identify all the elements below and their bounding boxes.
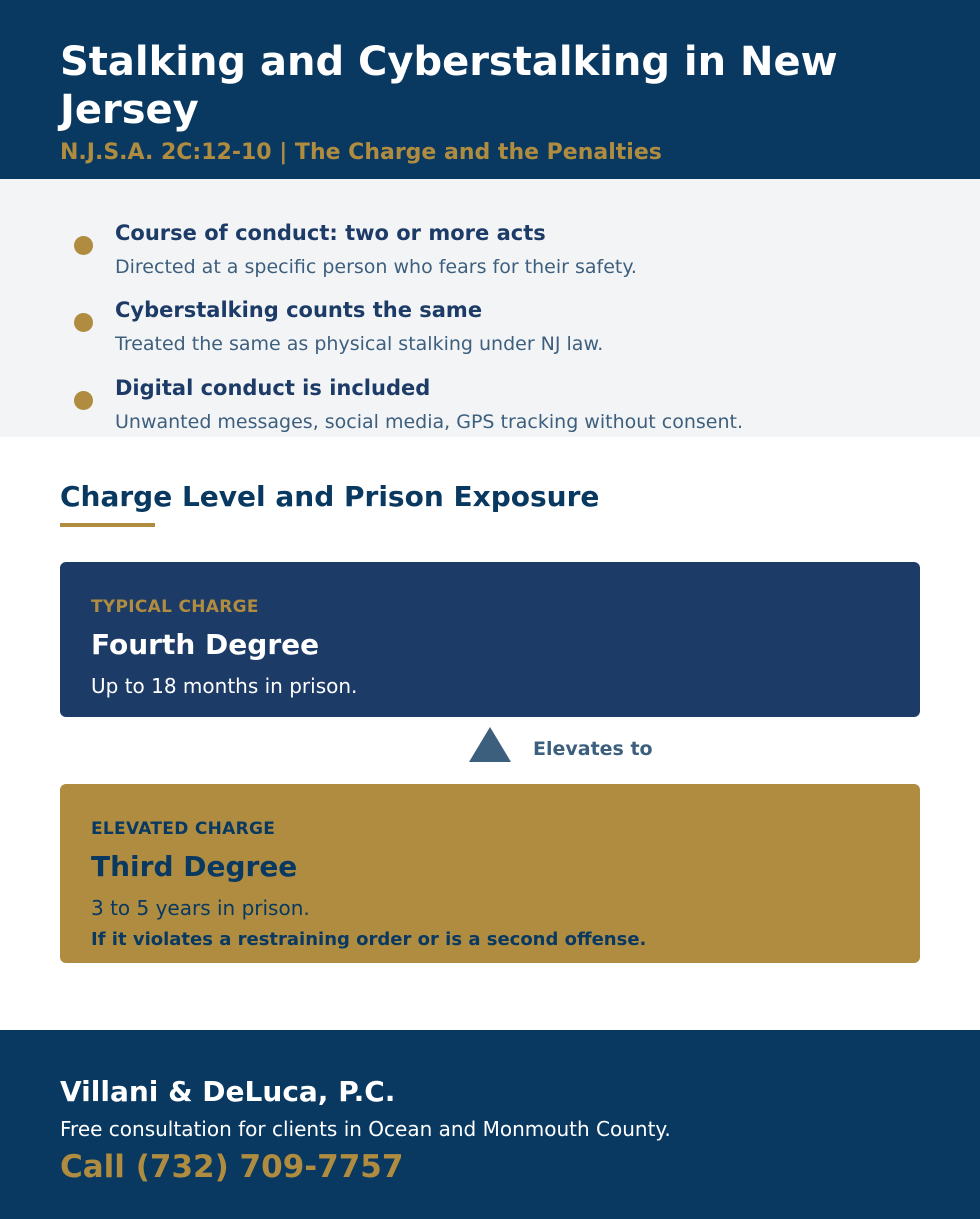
- fact-item: [0, 297, 980, 367]
- consultation-text: Free consultation for clients in Ocean and Monmouth County.: [60, 1117, 671, 1141]
- charge-condition: If it violates a restraining order or is a second offense.: [91, 929, 647, 950]
- fact-description: Directed at a specific person who fears for their safety.: [115, 256, 637, 278]
- fact-title: Course of conduct: two or more acts: [115, 221, 546, 245]
- fact-description: Unwanted messages, social media, GPS tracking without consent.: [115, 411, 744, 433]
- elevated-charge-card: [60, 784, 920, 963]
- fact-item: [0, 375, 980, 445]
- elevates-label: Elevates to: [533, 738, 653, 760]
- charge-degree: Third Degree: [91, 850, 298, 883]
- charge-kicker: ELEVATED CHARGE: [91, 819, 276, 839]
- footer-banner: [0, 1030, 980, 1219]
- bullet-dot-icon: [74, 236, 93, 255]
- charge-penalty: 3 to 5 years in prison.: [91, 896, 310, 920]
- triangle-up-icon: [469, 727, 511, 762]
- firm-name: Villani & DeLuca, P.C.: [60, 1075, 396, 1108]
- page-title: Stalking and Cyberstalking in New Jersey: [60, 39, 838, 133]
- fact-item: [0, 220, 980, 290]
- charge-kicker: TYPICAL CHARGE: [91, 597, 259, 617]
- key-facts-panel: [0, 179, 980, 437]
- phone-link[interactable]: Call (732) 709-7757: [60, 1149, 404, 1185]
- charge-penalty: Up to 18 months in prison.: [91, 674, 358, 698]
- section-heading: Charge Level and Prison Exposure: [60, 480, 600, 513]
- section-underline: [60, 523, 155, 527]
- page-subtitle: N.J.S.A. 2C:12-10 | The Charge and the Penalties: [60, 140, 662, 165]
- fact-description: Treated the same as physical stalking under NJ law.: [115, 333, 604, 355]
- fact-title: Digital conduct is included: [115, 376, 431, 400]
- header-banner: [0, 0, 980, 179]
- fact-title: Cyberstalking counts the same: [115, 298, 483, 322]
- bullet-dot-icon: [74, 313, 93, 332]
- bullet-dot-icon: [74, 391, 93, 410]
- charge-degree: Fourth Degree: [91, 628, 320, 661]
- typical-charge-card: [60, 562, 920, 717]
